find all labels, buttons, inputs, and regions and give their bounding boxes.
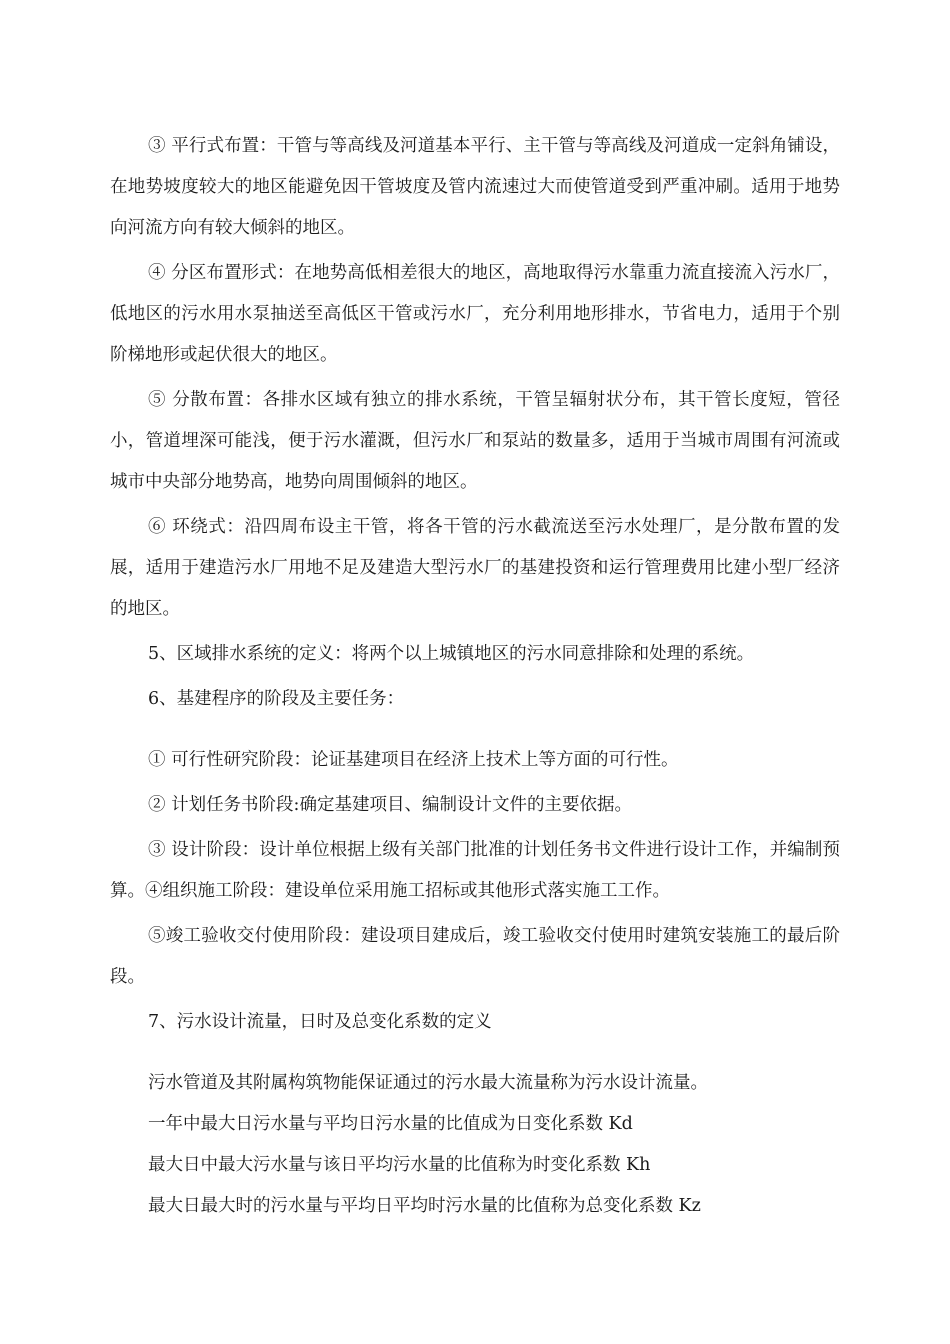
paragraph-design-flow: 污水管道及其附属构筑物能保证通过的污水最大流量称为污水设计流量。 bbox=[148, 1073, 708, 1093]
paragraph-design-stage: ③ 设计阶段：设计单位根据上级有关部门批准的计划任务书文件进行设计工作，并编制预算。④组织施工阶段：建设单位采用施工招标或其他形式落实施工工作。 bbox=[110, 840, 840, 901]
paragraph-feasibility-stage: ① 可行性研究阶段：论证基建项目在经济上技术上等方面的可行性。 bbox=[148, 750, 679, 770]
heading-construction-procedure: 6、基建程序的阶段及主要任务： bbox=[148, 689, 405, 709]
paragraph-plan-task-stage: ② 计划任务书阶段:确定基建项目、编制设计文件的主要依据。 bbox=[148, 795, 632, 815]
paragraph-parallel-layout: ③ 平行式布置：干管与等高线及河道基本平行、主干管与等高线及河道成一定斜角铺设，在地势坡度较大的地区能避免因干管坡度及管内流速过大而使管道受到严重冲刷。适用于地势向河流方向有较大倾斜的地区。 bbox=[110, 136, 840, 238]
document-page bbox=[110, 126, 840, 1227]
heading-design-flow-definition: 7、污水设计流量，日时及总变化系数的定义 bbox=[148, 1012, 492, 1032]
paragraph-daily-variation-coefficient: 一年中最大日污水量与平均日污水量的比值成为日变化系数 Kd bbox=[148, 1114, 633, 1134]
paragraph-acceptance-stage: ⑤竣工验收交付使用阶段：建设项目建成后，竣工验收交付使用时建筑安装施工的最后阶段。 bbox=[110, 926, 840, 987]
paragraph-regional-drainage-definition: 5、区域排水系统的定义：将两个以上城镇地区的污水同意排除和处理的系统。 bbox=[148, 644, 755, 664]
paragraph-total-variation-coefficient: 最大日最大时的污水量与平均日平均时污水量的比值称为总变化系数 Kz bbox=[148, 1196, 701, 1216]
paragraph-ring-layout: ⑥ 环绕式：沿四周布设主干管，将各干管的污水截流送至污水处理厂，是分散布置的发展，适用于建造污水厂用地不足及建造大型污水厂的基建投资和运行管理费用比建小型厂经济的地区。 bbox=[110, 517, 840, 619]
paragraph-dispersed-layout: ⑤ 分散布置：各排水区域有独立的排水系统，干管呈辐射状分布，其干管长度短，管径小，管道埋深可能浅，便于污水灌溉，但污水厂和泵站的数量多，适用于当城市周围有河流或城市中央部分地势高，地势向周围倾斜的地区。 bbox=[110, 390, 840, 492]
paragraph-zoned-layout: ④ 分区布置形式：在地势高低相差很大的地区，高地取得污水靠重力流直接流入污水厂，低地区的污水用水泵抽送至高低区干管或污水厂，充分利用地形排水，节省电力，适用于个别阶梯地形或起伏很大的地区。 bbox=[110, 263, 840, 365]
paragraph-hourly-variation-coefficient: 最大日中最大污水量与该日平均污水量的比值称为时变化系数 Kh bbox=[148, 1155, 651, 1175]
